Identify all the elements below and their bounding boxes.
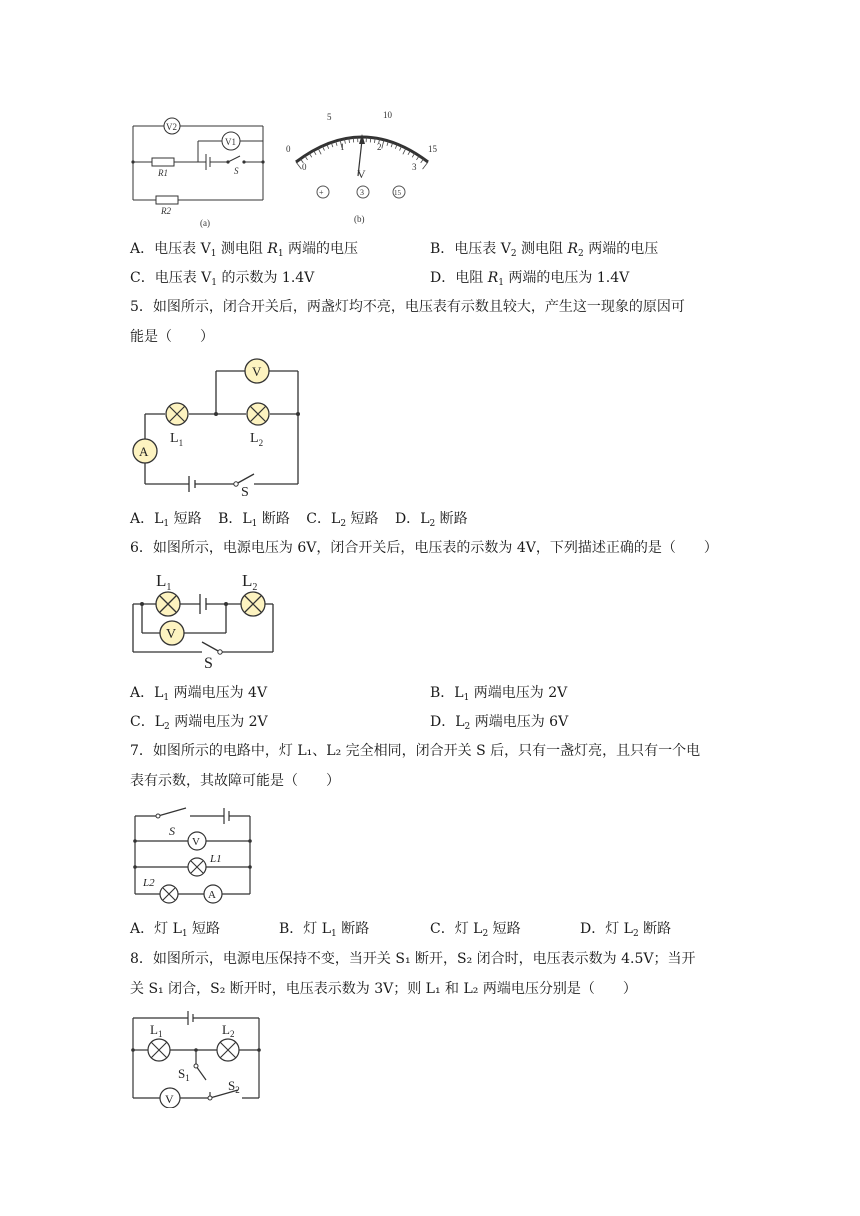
- option-text: 两端的电压为 1.4V: [503, 270, 630, 286]
- q5-option-d[interactable]: [395, 511, 468, 527]
- terminal-plus-label: +: [319, 188, 324, 197]
- option-letter: D．: [430, 270, 456, 286]
- option-text: L: [154, 685, 164, 701]
- option-text: L: [455, 714, 465, 730]
- caption-b: (b): [354, 214, 365, 224]
- lamp2-label: L2: [143, 877, 155, 889]
- lamp2-label: L: [250, 431, 259, 446]
- switch-label: S: [204, 655, 213, 672]
- option-text: 断路: [336, 921, 370, 937]
- subscript: 1: [251, 519, 258, 529]
- dial-tick: [353, 137, 354, 142]
- lamp2-sub: 2: [252, 582, 258, 593]
- subscript: 2: [482, 929, 489, 939]
- option-text: 两端电压为 2V: [169, 714, 268, 730]
- tick-bottom-3: 3: [412, 162, 417, 172]
- variable: R: [487, 270, 499, 286]
- q7-option-d[interactable]: [580, 920, 671, 938]
- lamp1-sub: 1: [157, 1029, 163, 1039]
- subscript: 1: [181, 929, 188, 939]
- switch2-label: S: [228, 1078, 236, 1093]
- option-text: 断路: [435, 511, 468, 527]
- caption-a: (a): [200, 218, 210, 228]
- q7-circuit-figure: [128, 804, 258, 904]
- svg-text:L1: [150, 1022, 162, 1039]
- option-text: 电压表 V: [154, 270, 212, 286]
- voltmeter-label: V: [166, 627, 177, 642]
- q6-option-b[interactable]: [430, 684, 567, 702]
- option-letter: D．: [430, 714, 456, 730]
- option-text: L: [331, 511, 341, 527]
- q7-stem-line2: 表有示数，其故障可能是（ ）: [130, 773, 340, 789]
- svg-text:L1: [156, 571, 171, 593]
- option-letter: A．: [130, 685, 155, 701]
- q6-option-d[interactable]: [430, 713, 568, 731]
- option-letter: A．: [130, 921, 155, 937]
- svg-text:L2: [222, 1022, 234, 1039]
- q6-circuit-figure: [128, 566, 278, 672]
- option-text: L: [154, 511, 164, 527]
- q8-stem-line1: 8．如图所示，电源电压保持不变，当开关 S₁ 断开，S₂ 闭合时，电压表示数为 4.5V；当开: [130, 951, 696, 967]
- variable: R: [267, 241, 278, 257]
- switch1-label: S: [178, 1066, 186, 1081]
- switch-label: S: [169, 824, 175, 838]
- dial-tick: [382, 140, 384, 149]
- terminal-3-label: 3: [360, 188, 364, 197]
- lamp2-label: L: [242, 571, 253, 590]
- subscript: 1: [163, 519, 170, 529]
- switch1-sub: 1: [185, 1073, 190, 1083]
- option-letter: D．: [394, 511, 421, 527]
- option-text: 断路: [257, 511, 290, 527]
- lamp2-sub: 2: [258, 438, 264, 448]
- lamp2-label: L: [222, 1022, 230, 1037]
- q6-option-a[interactable]: [130, 684, 267, 702]
- q4-option-c[interactable]: [130, 269, 314, 287]
- subscript: 1: [277, 249, 284, 259]
- q4-option-d[interactable]: [430, 269, 629, 287]
- option-text: 两端的电压: [583, 241, 659, 257]
- dial-tick: [318, 148, 321, 154]
- q5-option-c[interactable]: [306, 511, 378, 527]
- tick-top-15: 15: [428, 144, 437, 154]
- ammeter-label: A: [139, 444, 149, 459]
- svg-text:S2: [228, 1078, 240, 1095]
- subscript: 1: [211, 278, 218, 288]
- dial-tick: [423, 162, 428, 169]
- subscript: 1: [498, 278, 504, 288]
- option-text: 断路: [638, 921, 672, 937]
- tick-top-10: 10: [383, 110, 392, 120]
- option-letter: C．: [130, 714, 155, 730]
- q4-option-b[interactable]: [430, 240, 658, 258]
- lamp1-label: L: [150, 1022, 158, 1037]
- option-text: 灯 L: [605, 921, 633, 937]
- option-letter: C．: [306, 511, 332, 527]
- switch-label: S: [234, 166, 239, 176]
- option-text: 短路: [187, 921, 221, 937]
- subscript: 2: [510, 249, 517, 259]
- lamp2-sub: 2: [229, 1029, 235, 1039]
- svg-text:L2: [242, 571, 257, 593]
- q5-stem-line2: 能是（ ）: [130, 329, 214, 345]
- subscript: 1: [163, 693, 170, 703]
- option-text: 两端电压为 6V: [470, 714, 569, 730]
- q6-option-c[interactable]: [130, 713, 268, 731]
- subscript: 2: [340, 519, 347, 529]
- option-text: 电压表 V: [154, 241, 211, 257]
- option-letter: B．: [279, 921, 304, 937]
- q4-figure-b-voltmeter-dial: [282, 106, 442, 226]
- option-letter: B．: [430, 685, 455, 701]
- voltmeter-label: V: [165, 1092, 174, 1106]
- option-text: 灯 L: [303, 921, 332, 937]
- option-text: L: [420, 511, 430, 527]
- svg-text:L2: [250, 431, 263, 448]
- tick-bottom-1: 1: [340, 142, 345, 152]
- r2-label: R2: [161, 206, 171, 216]
- option-text: 测电阻: [216, 241, 268, 257]
- q4-figure-a: [128, 112, 268, 230]
- option-letter: B．: [430, 241, 455, 257]
- v2-label: V2: [166, 122, 177, 132]
- subscript: 1: [210, 249, 217, 259]
- option-text: 短路: [346, 511, 379, 527]
- subscript: 2: [578, 249, 584, 259]
- v1-label: V1: [225, 137, 236, 147]
- q5-circuit-figure: [128, 356, 308, 498]
- option-text: 两端电压为 2V: [469, 685, 568, 701]
- lamp1-label: L: [156, 571, 167, 590]
- option-text: 电阻: [455, 270, 488, 286]
- terminal-15-label: 15: [394, 189, 401, 197]
- option-letter: A．: [130, 241, 155, 257]
- q5-option-b[interactable]: [218, 511, 290, 527]
- variable: R: [567, 241, 579, 257]
- tick-top-5: 5: [327, 112, 332, 122]
- option-text: 短路: [169, 511, 202, 527]
- subscript: 1: [331, 929, 337, 939]
- svg-text:L1: [170, 431, 183, 448]
- r1-label: R1: [158, 168, 168, 178]
- lamp1-sub: 1: [166, 582, 172, 593]
- q7-option-c[interactable]: [430, 920, 521, 938]
- dial-tick: [370, 137, 371, 142]
- option-letter: A．: [130, 511, 155, 527]
- option-text: 的示数为 1.4V: [217, 270, 315, 286]
- q8-stem-line2: 关 S₁ 闭合，S₂ 断开时，电压表示数为 3V；则 L₁ 和 L₂ 两端电压分别是（ ）: [130, 981, 637, 997]
- option-letter: D．: [580, 921, 606, 937]
- q7-stem-line1: 7．如图所示的电路中，灯 L₁、L₂ 完全相同，闭合开关 S 后，只有一盏灯亮，且只有一个电: [130, 743, 701, 759]
- option-text: 灯 L: [454, 921, 483, 937]
- q4-option-a[interactable]: [130, 240, 358, 258]
- q8-circuit-figure: [128, 1008, 264, 1108]
- option-text: 两端电压为 4V: [169, 685, 268, 701]
- dial-tick: [403, 148, 406, 154]
- unit-label: V: [357, 167, 366, 181]
- subscript: 2: [429, 519, 436, 529]
- tick-bottom-2: 2: [377, 142, 382, 152]
- option-text: 测电阻: [516, 241, 568, 257]
- ammeter-label: A: [208, 889, 216, 901]
- option-letter: C．: [130, 270, 155, 286]
- subscript: 2: [632, 929, 639, 939]
- option-text: 短路: [488, 921, 521, 937]
- option-text: 两端的电压: [283, 241, 359, 257]
- q6-stem: 6．如图所示，电源电压为 6V，闭合开关后，电压表的示数为 4V，下列描述正确的是（ ）: [130, 540, 718, 556]
- dial-tick: [296, 162, 301, 169]
- option-letter: C．: [430, 921, 455, 937]
- option-text: 灯 L: [154, 921, 182, 937]
- svg-text:S1: [178, 1066, 190, 1083]
- q5-option-a[interactable]: [130, 511, 202, 527]
- q7-option-a[interactable]: [130, 920, 220, 938]
- tick-top-0: 0: [286, 144, 291, 154]
- lamp1-label: L1: [210, 853, 222, 865]
- option-text: L: [454, 685, 464, 701]
- subscript: 2: [464, 722, 471, 732]
- option-text: 电压表 V: [454, 241, 511, 257]
- q5-stem-line1: 5．如图所示，闭合开关后，两盏灯均不亮，电压表有示数且较大，产生这一现象的原因可: [130, 299, 685, 315]
- voltmeter-label: V: [192, 836, 200, 848]
- switch-label: S: [241, 485, 249, 498]
- option-text: L: [154, 714, 165, 730]
- switch2-sub: 2: [235, 1085, 240, 1095]
- option-text: L: [242, 511, 252, 527]
- option-letter: B．: [218, 511, 243, 527]
- voltmeter-label: V: [252, 364, 262, 379]
- lamp1-sub: 1: [178, 438, 184, 448]
- subscript: 2: [164, 722, 170, 732]
- tick-bottom-0: 0: [302, 162, 307, 172]
- subscript: 1: [463, 693, 470, 703]
- q5-options: [130, 510, 468, 528]
- q7-option-b[interactable]: [279, 920, 369, 938]
- lamp1-label: L: [170, 431, 179, 446]
